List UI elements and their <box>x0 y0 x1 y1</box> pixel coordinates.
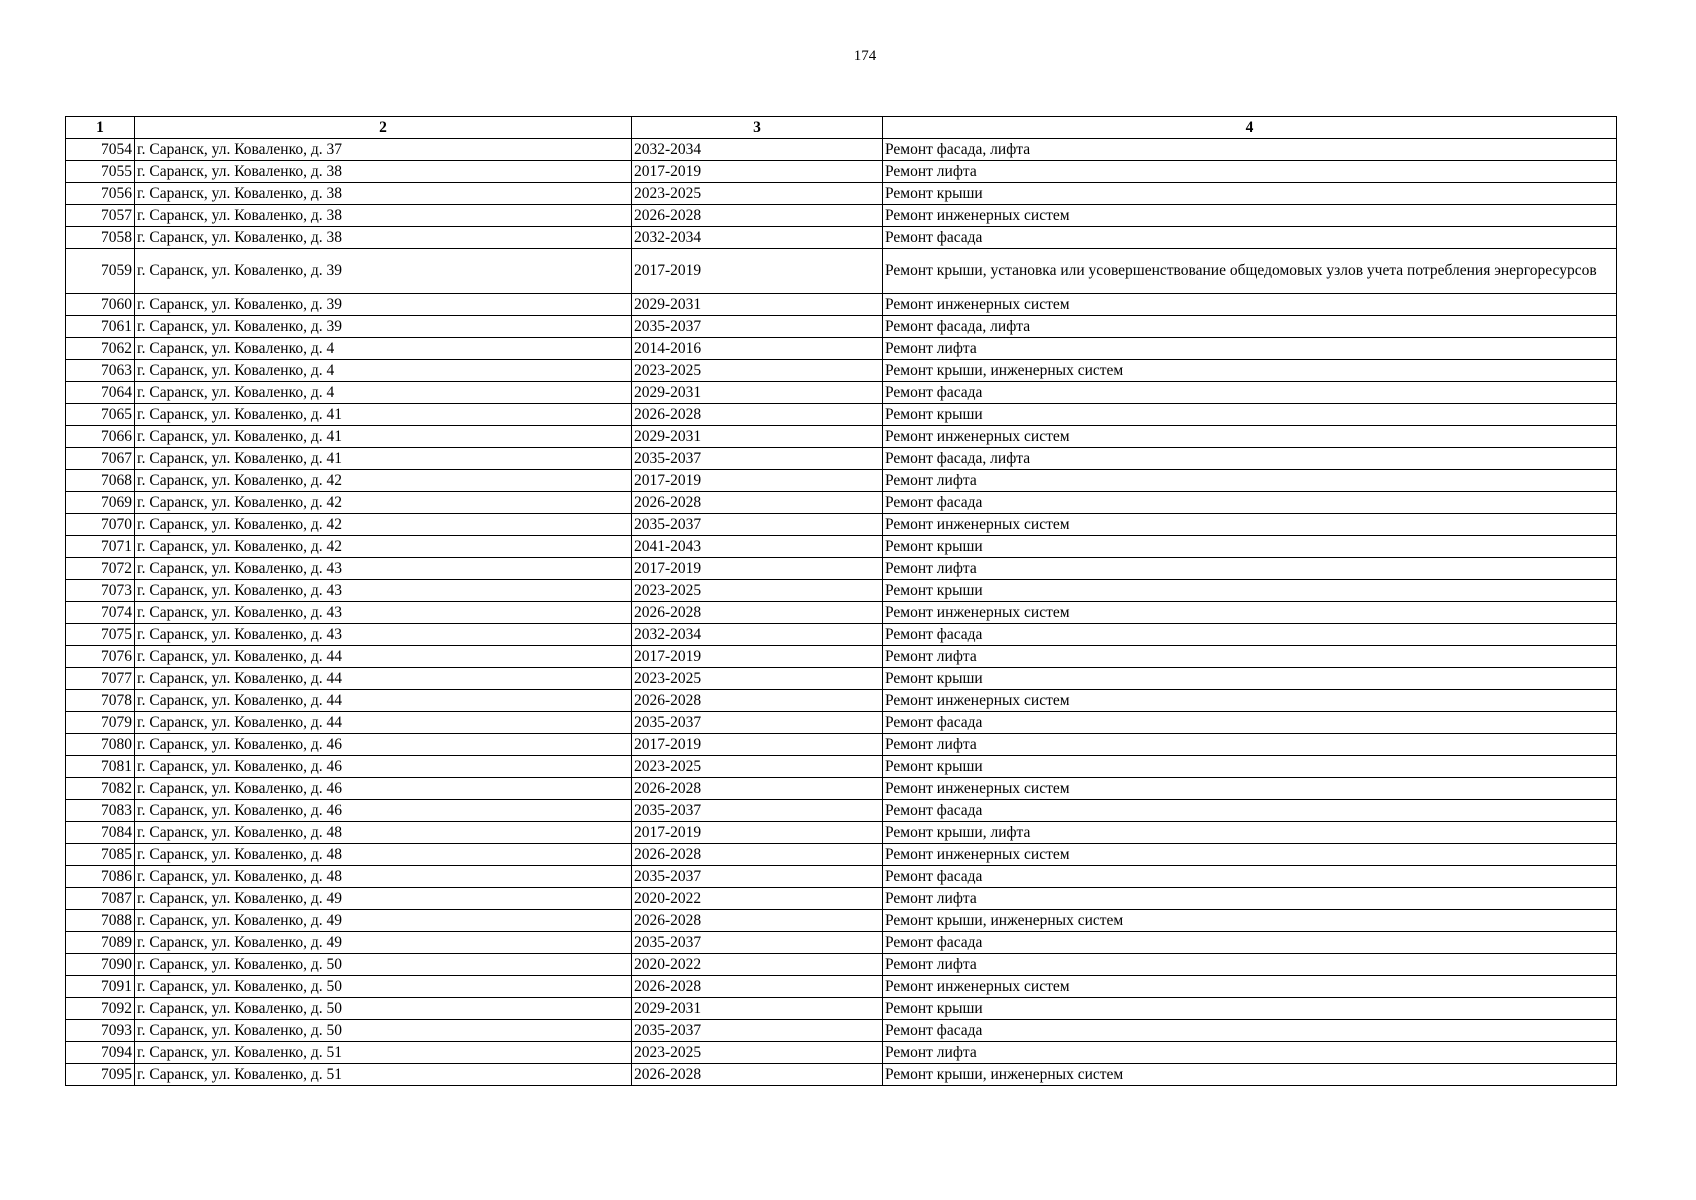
cell-address: г. Саранск, ул. Коваленко, д. 48 <box>135 822 632 844</box>
cell-address: г. Саранск, ул. Коваленко, д. 50 <box>135 998 632 1020</box>
cell-address: г. Саранск, ул. Коваленко, д. 43 <box>135 580 632 602</box>
cell-period: 2026-2028 <box>632 1064 883 1086</box>
cell-work-type: Ремонт фасада <box>883 932 1617 954</box>
cell-period: 2041-2043 <box>632 536 883 558</box>
cell-number: 7064 <box>66 382 135 404</box>
cell-address: г. Саранск, ул. Коваленко, д. 38 <box>135 227 632 249</box>
cell-address: г. Саранск, ул. Коваленко, д. 39 <box>135 316 632 338</box>
cell-address: г. Саранск, ул. Коваленко, д. 39 <box>135 294 632 316</box>
cell-number: 7091 <box>66 976 135 998</box>
cell-period: 2023-2025 <box>632 1042 883 1064</box>
cell-number: 7054 <box>66 139 135 161</box>
cell-address: г. Саранск, ул. Коваленко, д. 44 <box>135 668 632 690</box>
table-row <box>66 888 1617 910</box>
cell-number: 7057 <box>66 205 135 227</box>
cell-work-type: Ремонт инженерных систем <box>883 205 1617 227</box>
cell-work-type: Ремонт крыши, инженерных систем <box>883 360 1617 382</box>
cell-period: 2029-2031 <box>632 382 883 404</box>
cell-address: г. Саранск, ул. Коваленко, д. 43 <box>135 558 632 580</box>
cell-period: 2017-2019 <box>632 646 883 668</box>
cell-address: г. Саранск, ул. Коваленко, д. 4 <box>135 338 632 360</box>
table-row <box>66 294 1617 316</box>
cell-work-type: Ремонт крыши <box>883 404 1617 426</box>
table-row <box>66 1064 1617 1086</box>
cell-number: 7077 <box>66 668 135 690</box>
cell-address: г. Саранск, ул. Коваленко, д. 49 <box>135 910 632 932</box>
cell-work-type: Ремонт лифта <box>883 470 1617 492</box>
page-number: 174 <box>853 48 877 64</box>
cell-period: 2026-2028 <box>632 404 883 426</box>
cell-work-type: Ремонт лифта <box>883 1042 1617 1064</box>
cell-work-type: Ремонт фасада, лифта <box>883 448 1617 470</box>
cell-address: г. Саранск, ул. Коваленко, д. 4 <box>135 382 632 404</box>
cell-address: г. Саранск, ул. Коваленко, д. 38 <box>135 205 632 227</box>
table-row <box>66 360 1617 382</box>
cell-address: г. Саранск, ул. Коваленко, д. 4 <box>135 360 632 382</box>
cell-address: г. Саранск, ул. Коваленко, д. 48 <box>135 866 632 888</box>
cell-number: 7090 <box>66 954 135 976</box>
table-row <box>66 668 1617 690</box>
cell-period: 2017-2019 <box>632 249 883 294</box>
cell-work-type: Ремонт фасада <box>883 492 1617 514</box>
column-header-2: 2 <box>135 117 632 139</box>
cell-number: 7069 <box>66 492 135 514</box>
cell-period: 2029-2031 <box>632 998 883 1020</box>
column-header-3: 3 <box>632 117 883 139</box>
table-row <box>66 426 1617 448</box>
cell-address: г. Саранск, ул. Коваленко, д. 50 <box>135 1020 632 1042</box>
cell-work-type: Ремонт инженерных систем <box>883 690 1617 712</box>
cell-number: 7092 <box>66 998 135 1020</box>
cell-period: 2032-2034 <box>632 139 883 161</box>
column-header-4: 4 <box>883 117 1617 139</box>
cell-number: 7071 <box>66 536 135 558</box>
cell-work-type: Ремонт фасада <box>883 866 1617 888</box>
cell-work-type: Ремонт инженерных систем <box>883 844 1617 866</box>
table-row <box>66 404 1617 426</box>
table-row <box>66 227 1617 249</box>
cell-work-type: Ремонт фасада <box>883 227 1617 249</box>
cell-period: 2020-2022 <box>632 888 883 910</box>
table-row <box>66 1020 1617 1042</box>
cell-address: г. Саранск, ул. Коваленко, д. 51 <box>135 1064 632 1086</box>
table-row <box>66 536 1617 558</box>
cell-work-type: Ремонт фасада, лифта <box>883 316 1617 338</box>
cell-number: 7063 <box>66 360 135 382</box>
cell-address: г. Саранск, ул. Коваленко, д. 44 <box>135 690 632 712</box>
cell-address: г. Саранск, ул. Коваленко, д. 43 <box>135 624 632 646</box>
cell-number: 7061 <box>66 316 135 338</box>
cell-period: 2035-2037 <box>632 514 883 536</box>
cell-work-type: Ремонт лифта <box>883 338 1617 360</box>
table-row <box>66 139 1617 161</box>
table-row <box>66 161 1617 183</box>
cell-work-type: Ремонт крыши <box>883 183 1617 205</box>
table-row <box>66 910 1617 932</box>
cell-address: г. Саранск, ул. Коваленко, д. 38 <box>135 183 632 205</box>
table-header-row <box>66 117 1617 139</box>
cell-period: 2035-2037 <box>632 932 883 954</box>
cell-address: г. Саранск, ул. Коваленко, д. 42 <box>135 514 632 536</box>
cell-period: 2023-2025 <box>632 668 883 690</box>
cell-work-type: Ремонт инженерных систем <box>883 976 1617 998</box>
cell-number: 7055 <box>66 161 135 183</box>
table-row <box>66 602 1617 624</box>
cell-address: г. Саранск, ул. Коваленко, д. 49 <box>135 888 632 910</box>
cell-address: г. Саранск, ул. Коваленко, д. 42 <box>135 492 632 514</box>
cell-number: 7087 <box>66 888 135 910</box>
cell-work-type: Ремонт лифта <box>883 888 1617 910</box>
cell-work-type: Ремонт крыши, инженерных систем <box>883 910 1617 932</box>
cell-address: г. Саранск, ул. Коваленко, д. 42 <box>135 536 632 558</box>
cell-work-type: Ремонт инженерных систем <box>883 514 1617 536</box>
table-row <box>66 866 1617 888</box>
table-row <box>66 778 1617 800</box>
cell-number: 7073 <box>66 580 135 602</box>
cell-work-type: Ремонт крыши, инженерных систем <box>883 1064 1617 1086</box>
cell-period: 2026-2028 <box>632 492 883 514</box>
table-row <box>66 205 1617 227</box>
cell-work-type: Ремонт инженерных систем <box>883 778 1617 800</box>
cell-period: 2035-2037 <box>632 800 883 822</box>
cell-address: г. Саранск, ул. Коваленко, д. 38 <box>135 161 632 183</box>
cell-address: г. Саранск, ул. Коваленко, д. 50 <box>135 954 632 976</box>
cell-period: 2023-2025 <box>632 360 883 382</box>
cell-number: 7067 <box>66 448 135 470</box>
cell-work-type: Ремонт крыши <box>883 756 1617 778</box>
cell-number: 7060 <box>66 294 135 316</box>
cell-address: г. Саранск, ул. Коваленко, д. 46 <box>135 734 632 756</box>
table-body <box>66 139 1617 1086</box>
cell-number: 7089 <box>66 932 135 954</box>
cell-address: г. Саранск, ул. Коваленко, д. 49 <box>135 932 632 954</box>
cell-work-type: Ремонт фасада <box>883 712 1617 734</box>
table-row <box>66 954 1617 976</box>
cell-period: 2026-2028 <box>632 205 883 227</box>
cell-period: 2035-2037 <box>632 712 883 734</box>
cell-number: 7056 <box>66 183 135 205</box>
cell-period: 2035-2037 <box>632 1020 883 1042</box>
cell-period: 2020-2022 <box>632 954 883 976</box>
cell-period: 2023-2025 <box>632 756 883 778</box>
cell-number: 7066 <box>66 426 135 448</box>
cell-work-type: Ремонт лифта <box>883 734 1617 756</box>
cell-work-type: Ремонт фасада <box>883 1020 1617 1042</box>
cell-work-type: Ремонт инженерных систем <box>883 602 1617 624</box>
table-row <box>66 580 1617 602</box>
cell-address: г. Саранск, ул. Коваленко, д. 50 <box>135 976 632 998</box>
cell-address: г. Саранск, ул. Коваленко, д. 41 <box>135 404 632 426</box>
cell-address: г. Саранск, ул. Коваленко, д. 46 <box>135 756 632 778</box>
cell-number: 7095 <box>66 1064 135 1086</box>
cell-number: 7076 <box>66 646 135 668</box>
cell-period: 2035-2037 <box>632 316 883 338</box>
cell-number: 7068 <box>66 470 135 492</box>
table-row <box>66 844 1617 866</box>
cell-period: 2026-2028 <box>632 844 883 866</box>
cell-period: 2017-2019 <box>632 470 883 492</box>
cell-period: 2023-2025 <box>632 580 883 602</box>
cell-address: г. Саранск, ул. Коваленко, д. 41 <box>135 426 632 448</box>
cell-period: 2017-2019 <box>632 161 883 183</box>
cell-address: г. Саранск, ул. Коваленко, д. 48 <box>135 844 632 866</box>
cell-work-type: Ремонт лифта <box>883 558 1617 580</box>
cell-work-type: Ремонт фасада <box>883 624 1617 646</box>
cell-number: 7088 <box>66 910 135 932</box>
table-row <box>66 712 1617 734</box>
table-row <box>66 470 1617 492</box>
cell-number: 7078 <box>66 690 135 712</box>
cell-work-type: Ремонт лифта <box>883 646 1617 668</box>
cell-number: 7084 <box>66 822 135 844</box>
table-row <box>66 514 1617 536</box>
table-row <box>66 800 1617 822</box>
table-row <box>66 382 1617 404</box>
cell-address: г. Саранск, ул. Коваленко, д. 42 <box>135 470 632 492</box>
table-row <box>66 183 1617 205</box>
cell-number: 7079 <box>66 712 135 734</box>
cell-work-type: Ремонт фасада <box>883 800 1617 822</box>
table-row <box>66 624 1617 646</box>
table-row <box>66 756 1617 778</box>
cell-work-type: Ремонт крыши <box>883 580 1617 602</box>
cell-address: г. Саранск, ул. Коваленко, д. 51 <box>135 1042 632 1064</box>
table-row <box>66 822 1617 844</box>
cell-number: 7075 <box>66 624 135 646</box>
cell-address: г. Саранск, ул. Коваленко, д. 43 <box>135 602 632 624</box>
table-row <box>66 316 1617 338</box>
table-row <box>66 448 1617 470</box>
cell-period: 2017-2019 <box>632 734 883 756</box>
cell-period: 2029-2031 <box>632 294 883 316</box>
cell-number: 7070 <box>66 514 135 536</box>
table-row <box>66 932 1617 954</box>
cell-number: 7065 <box>66 404 135 426</box>
cell-work-type: Ремонт фасада <box>883 382 1617 404</box>
cell-work-type: Ремонт крыши <box>883 668 1617 690</box>
table-row <box>66 976 1617 998</box>
cell-work-type: Ремонт фасада, лифта <box>883 139 1617 161</box>
cell-period: 2029-2031 <box>632 426 883 448</box>
table-row <box>66 690 1617 712</box>
cell-address: г. Саранск, ул. Коваленко, д. 44 <box>135 712 632 734</box>
cell-work-type: Ремонт лифта <box>883 161 1617 183</box>
table-row <box>66 558 1617 580</box>
cell-work-type: Ремонт крыши, установка или усовершенствование общедомовых узлов учета потребления энергоресурсов <box>883 249 1617 294</box>
cell-number: 7059 <box>66 249 135 294</box>
cell-number: 7082 <box>66 778 135 800</box>
cell-address: г. Саранск, ул. Коваленко, д. 46 <box>135 778 632 800</box>
cell-address: г. Саранск, ул. Коваленко, д. 37 <box>135 139 632 161</box>
cell-number: 7094 <box>66 1042 135 1064</box>
cell-work-type: Ремонт крыши <box>883 998 1617 1020</box>
cell-number: 7081 <box>66 756 135 778</box>
cell-address: г. Саранск, ул. Коваленко, д. 41 <box>135 448 632 470</box>
column-header-1: 1 <box>66 117 135 139</box>
registry-table <box>65 116 1617 1086</box>
cell-address: г. Саранск, ул. Коваленко, д. 44 <box>135 646 632 668</box>
cell-period: 2026-2028 <box>632 910 883 932</box>
cell-period: 2026-2028 <box>632 602 883 624</box>
cell-period: 2035-2037 <box>632 448 883 470</box>
cell-period: 2026-2028 <box>632 976 883 998</box>
cell-period: 2035-2037 <box>632 866 883 888</box>
cell-period: 2032-2034 <box>632 227 883 249</box>
cell-work-type: Ремонт инженерных систем <box>883 426 1617 448</box>
cell-number: 7058 <box>66 227 135 249</box>
cell-period: 2023-2025 <box>632 183 883 205</box>
table-row <box>66 646 1617 668</box>
cell-number: 7074 <box>66 602 135 624</box>
cell-work-type: Ремонт лифта <box>883 954 1617 976</box>
cell-period: 2014-2016 <box>632 338 883 360</box>
cell-number: 7080 <box>66 734 135 756</box>
cell-period: 2017-2019 <box>632 558 883 580</box>
table-row <box>66 249 1617 294</box>
table-row <box>66 998 1617 1020</box>
cell-address: г. Саранск, ул. Коваленко, д. 46 <box>135 800 632 822</box>
cell-period: 2026-2028 <box>632 778 883 800</box>
cell-work-type: Ремонт крыши <box>883 536 1617 558</box>
cell-work-type: Ремонт крыши, лифта <box>883 822 1617 844</box>
cell-number: 7062 <box>66 338 135 360</box>
cell-number: 7086 <box>66 866 135 888</box>
cell-work-type: Ремонт инженерных систем <box>883 294 1617 316</box>
cell-period: 2032-2034 <box>632 624 883 646</box>
cell-number: 7083 <box>66 800 135 822</box>
cell-number: 7085 <box>66 844 135 866</box>
cell-period: 2017-2019 <box>632 822 883 844</box>
cell-number: 7072 <box>66 558 135 580</box>
table-row <box>66 492 1617 514</box>
table-row <box>66 1042 1617 1064</box>
table-row <box>66 338 1617 360</box>
cell-number: 7093 <box>66 1020 135 1042</box>
cell-period: 2026-2028 <box>632 690 883 712</box>
cell-address: г. Саранск, ул. Коваленко, д. 39 <box>135 249 632 294</box>
table-row <box>66 734 1617 756</box>
